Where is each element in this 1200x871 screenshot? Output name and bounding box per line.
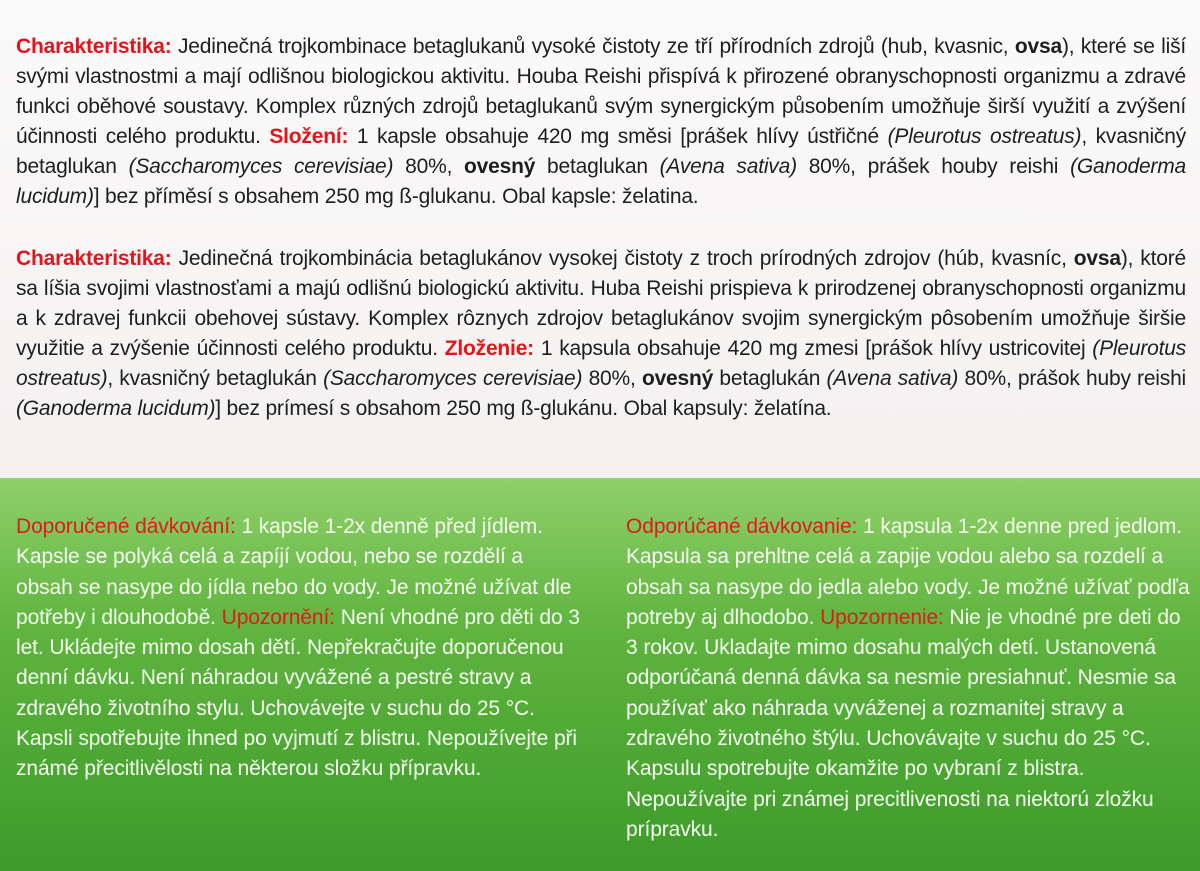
- warning-heading-sk: Upozornenie:: [820, 605, 944, 629]
- dosage-heading-cz: Doporučené dávkování:: [16, 515, 236, 538]
- latin-name: (Pleurotus ostreatus): [16, 337, 1187, 390]
- composition-heading-sk: Zloženie:: [444, 337, 534, 360]
- text-segment: betaglukan: [535, 155, 660, 178]
- bold-term: ovesný: [641, 367, 714, 390]
- slovak-characteristics-paragraph: [16, 244, 1186, 424]
- text-segment: 1 kapsula obsahuje 420 mg zmesi [prášok hlívy ustricovitej: [533, 337, 1093, 360]
- latin-name: (Pleurotus ostreatus): [887, 125, 1082, 148]
- text-segment: 80%,: [582, 367, 642, 390]
- slovak-dosage-column: [626, 512, 1194, 845]
- latin-name: (Avena sativa): [826, 367, 959, 390]
- text-segment: , kvasničný betaglukan: [16, 125, 1186, 178]
- dosage-heading-sk: Odporúčané dávkovanie:: [626, 515, 858, 538]
- czech-characteristics-paragraph: [16, 32, 1186, 212]
- text-segment: betaglukán: [713, 367, 827, 390]
- text-segment: 80%,: [393, 155, 465, 178]
- latin-name: (Saccharomyces cerevisiae): [128, 155, 394, 178]
- text-segment: Jedinečná trojkombinácia betaglukánov vysokej čistoty z troch prírodných zdrojov (húb, kvasníc,: [171, 247, 1074, 270]
- text-segment: ), které se liší svými vlastnostmi a mají odlišnou biologickou aktivitu. Houba Reishi přispívá k přirozené obranyschopnosti organizmu a zdravé funkci oběhové soustavy. Komplex různých zdrojů betaglukanů svým synergickým působením umožňuje širší využití a zvýšení účinnosti celého produktu.: [16, 35, 1186, 148]
- text-segment: Jedinečná trojkombinace betaglukanů vysoké čistoty ze tří přírodních zdrojů (hub, kvasnic,: [171, 35, 1015, 58]
- latin-name: (Avena sativa): [659, 155, 797, 178]
- bold-term: ovesný: [464, 155, 536, 178]
- czech-dosage-column: [16, 512, 584, 785]
- text-segment: , kvasničný betaglukán: [107, 367, 324, 390]
- dosage-section: [0, 478, 1200, 871]
- text-segment: 1 kapsle 1-2x denně před jídlem. Kapsle se polyká celá a zapíjí vodou, nebo se rozdělí a obsah se nasype do jídla nebo do vody. Je možné užívat dle potřeby i dlouhodobě.: [16, 515, 572, 629]
- latin-name: (Saccharomyces cerevisiae): [323, 367, 583, 390]
- bold-term: ovsa: [1014, 35, 1062, 58]
- text-segment: ] bez příměsí s obsahem 250 mg ß-glukanu. Obal kapsle: želatina.: [93, 185, 699, 208]
- latin-name: (Ganoderma lucidum): [16, 155, 1186, 208]
- bold-term: ovsa: [1073, 247, 1121, 270]
- text-segment: 80%, prášok huby reishi: [958, 367, 1187, 390]
- text-segment: ), ktoré sa líšia svojimi vlastnosťami a majú odlišnú biologickú aktivitu. Huba Reishi prispieva k prirodzenej obranyschopnosti organizmu a k zdravej funkcii obehovej sústavy. Komplex rôznych zdrojov betaglukánov svojim synergickým pôsobením umožňuje širšie využitie a zvýšenie účinnosti celého produktu.: [16, 247, 1186, 360]
- text-segment: 1 kapsle obsahuje 420 mg směsi [prášek hlívy ústřičné: [348, 125, 888, 148]
- characteristics-heading-sk: Charakteristika:: [16, 247, 172, 270]
- text-segment: Není vhodné pro děti do 3 let. Ukládejte mimo dosah dětí. Nepřekračujte doporučenou denní dávku. Není náhradou vyvážené a pestré stravy a zdravého životního stylu. Uchovávejte v suchu do 25 °C. Kapsli spotřebujte ihned po vyjmutí z blistru. Nepoužívejte při známé přecitlivělosti na některou složku přípravku.: [16, 605, 580, 781]
- text-segment: ] bez prímesí s obsahom 250 mg ß-glukánu. Obal kapsuly: želatína.: [215, 397, 832, 420]
- warning-heading-cz: Upozornění:: [221, 605, 335, 629]
- text-segment: 80%, prášek houby reishi: [796, 155, 1071, 178]
- text-segment: Nie je vhodné pre deti do 3 rokov. Ukladajte mimo dosahu malých detí. Ustanovená odporúčaná denná dávka sa nesmie presiahnuť. Nesmie sa používať ako náhrada vyváženej a rozmanitej stravy a zdravého životného štýlu. Uchovávajte v suchu do 25 °C. Kapsulu spotrebujte okamžite po vybraní z blistra. Nepoužívajte pri známej precitlivenosti na niektorú zložku prípravku.: [626, 605, 1181, 841]
- text-segment: 1 kapsula 1-2x denne pred jedlom. Kapsula sa prehltne celá a zapije vodou alebo sa rozdelí a obsah sa nasype do jedla alebo vody. Je možné užívať podľa potreby aj dlhodobo.: [626, 515, 1190, 629]
- composition-heading-cz: Složení:: [269, 125, 349, 148]
- latin-name: (Ganoderma lucidum): [16, 397, 216, 420]
- characteristics-heading-cz: Charakteristika:: [16, 35, 172, 58]
